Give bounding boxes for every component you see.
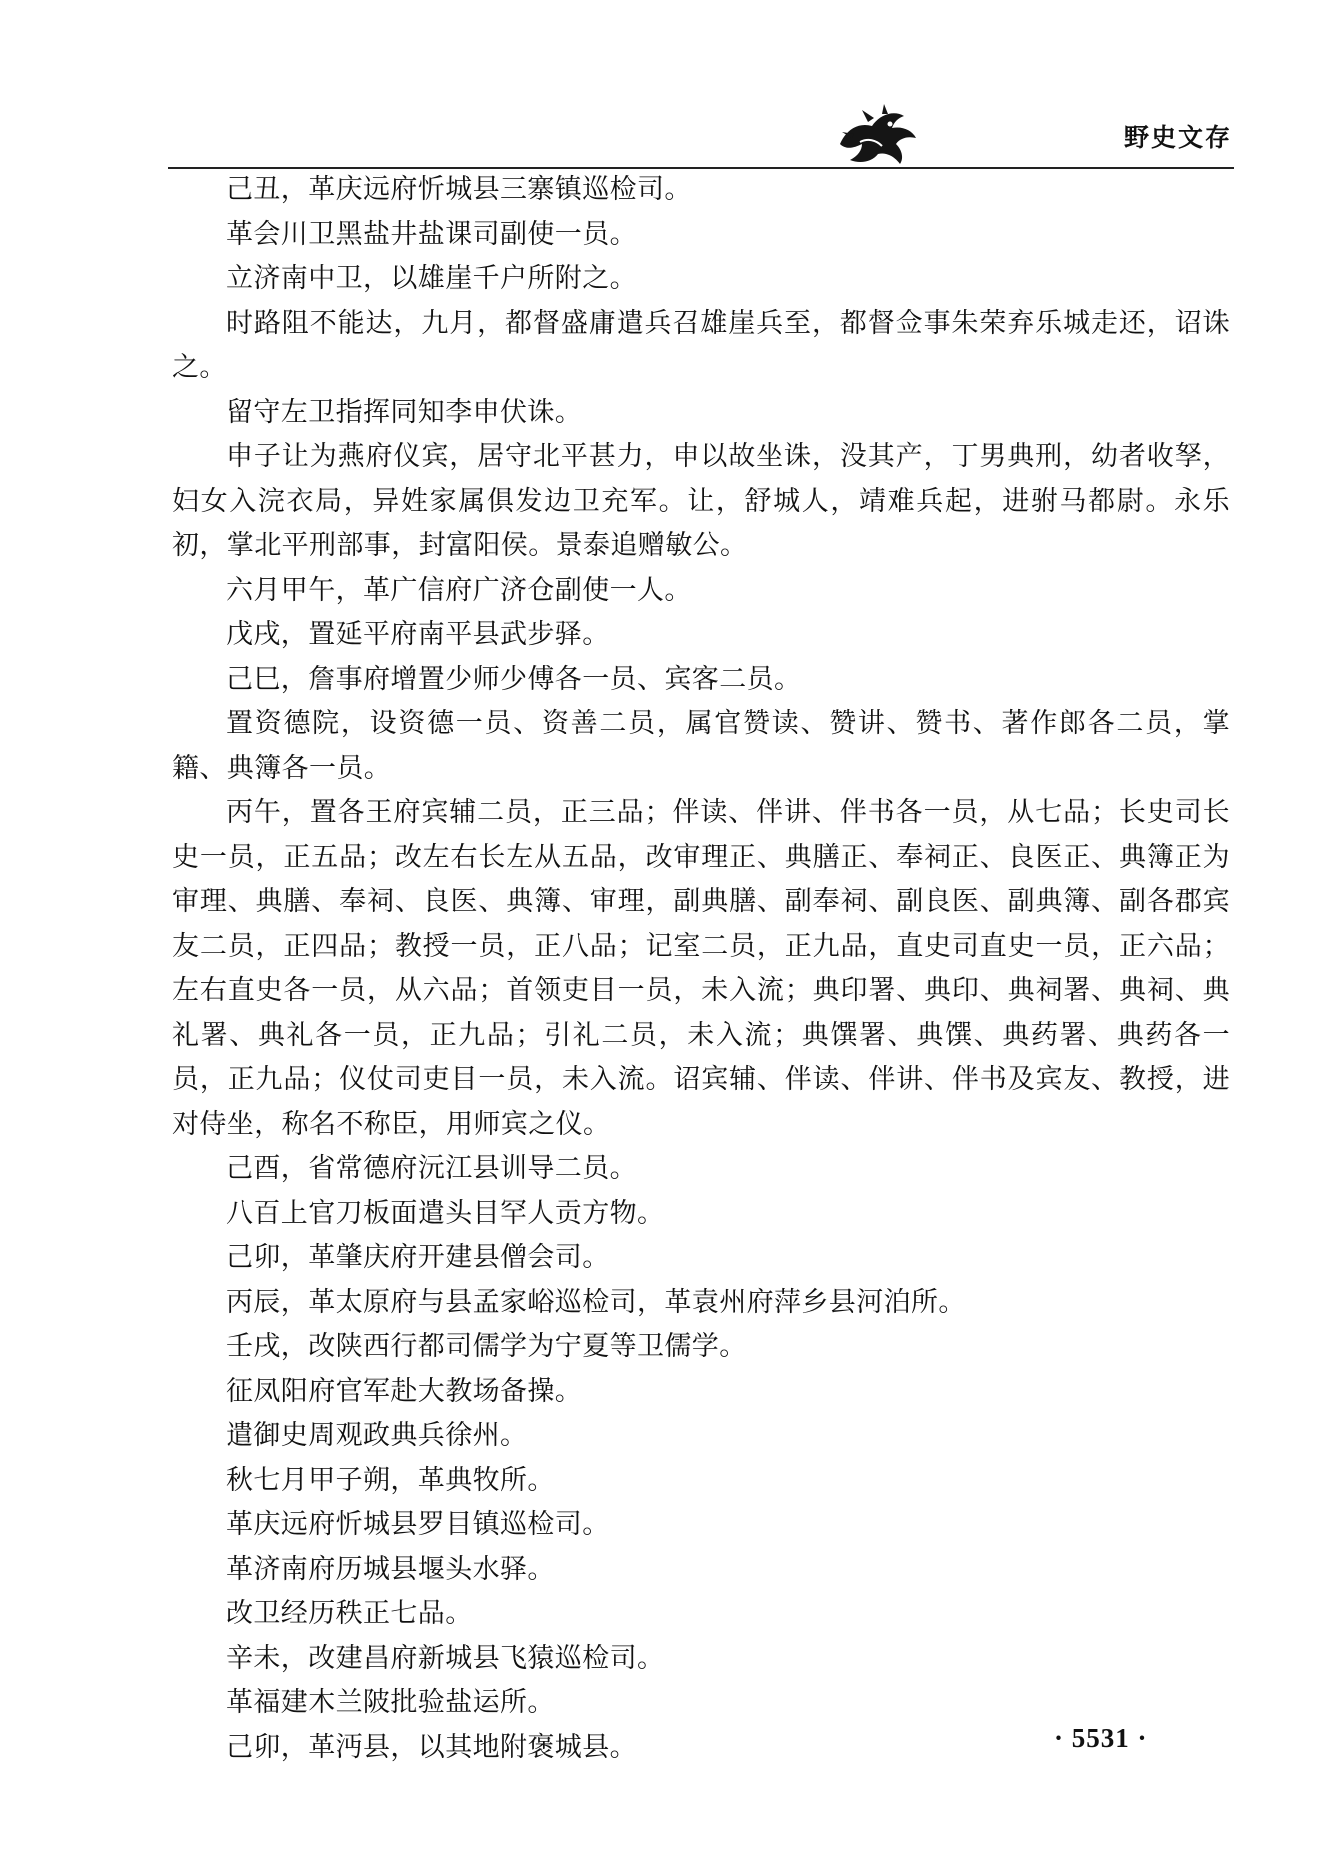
paragraph: 申子让为燕府仪宾，居守北平甚力，申以故坐诛，没其产，丁男典刑，幼者收孥，妇女入浣衣局，异姓家属俱发边卫充军。让，舒城人，靖难兵起，进驸马都尉。永乐初，掌北平刑部事，封富阳侯。景泰追赠敏公。 <box>172 441 1230 561</box>
paragraph: 秋七月甲子朔，革典牧所。 <box>226 1464 555 1496</box>
paragraph: 遣御史周观政典兵徐州。 <box>226 1420 528 1451</box>
paragraph: 壬戌，改陕西行都司儒学为宁夏等卫儒学。 <box>226 1331 747 1362</box>
paragraph: 革济南府历城县堰头水驿。 <box>226 1553 555 1585</box>
paragraph: 丙午，置各王府宾辅二员，正三品；伴读、伴讲、伴书各一员，从七品；长史司长史一员，正五品；改左右长左从五品，改审理正、典膳正、奉祠正、良医正、典簿正为审理、典膳、奉祠、良医、典簿、审理，副典膳、副奉祠、副良医、副典簿、副各郡宾友二员，正四品；教授一员，正八品；记室二员，正九品，直史司直史一员，正六品；左右直史各一员，从六品；首领吏目一员，未入流；典印署、典印、典祠署、典祠、典礼署、典礼各一员，正九品；引礼二员，未入流；典馔署、典馔、典药署、典药各一员，正九品；仪仗司吏目一员，未入流。诏宾辅、伴读、伴讲、伴书及宾友、教授，进对侍坐，称名不称臣，用师宾之仪。 <box>172 797 1230 1140</box>
paragraph: 立济南中卫，以雄崖千户所附之。 <box>226 263 637 294</box>
series-title: 野史文存 <box>1123 123 1232 152</box>
paragraph: 革庆远府忻城县罗目镇巡检司。 <box>226 1509 610 1540</box>
paragraph: 己酉，省常德府沅江县训导二员。 <box>226 1153 637 1184</box>
paragraph: 征凤阳府官军赴大教场备操。 <box>226 1375 583 1407</box>
paragraph: 己卯，革沔县，以其地附褒城县。 <box>226 1731 637 1763</box>
paragraph: 己卯，革肇庆府开建县僧会司。 <box>226 1242 610 1273</box>
paragraph: 己巳，詹事府增置少师少傅各一员、宾客二员。 <box>226 663 802 695</box>
paragraph: 革福建木兰陂批验盐运所。 <box>226 1687 555 1718</box>
paragraph: 己丑，革庆远府忻城县三寨镇巡检司。 <box>226 174 692 205</box>
page-number: · 5531 · <box>1054 1723 1148 1753</box>
paragraph: 戊戌，置延平府南平县武步驿。 <box>226 619 610 650</box>
main-text <box>172 168 1230 1770</box>
paragraph: 改卫经历秩正七品。 <box>226 1598 473 1629</box>
paragraph: 八百上官刀板面遣头目罕人贡方物。 <box>226 1197 665 1229</box>
paragraph: 革会川卫黑盐井盐课司副使一员。 <box>226 218 637 250</box>
dragon-emblem-icon <box>832 104 922 166</box>
paragraph: 丙辰，革太原府与县孟家峪巡检司，革袁州府萍乡县河泊所。 <box>226 1286 966 1318</box>
paragraph: 六月甲午，革广信府广济仓副使一人。 <box>226 574 692 606</box>
paragraph: 置资德院，设资德一员、资善二员，属官赞读、赞讲、赞书、著作郎各二员，掌籍、典簿各一员。 <box>172 708 1230 784</box>
running-header <box>832 96 1232 170</box>
paragraph: 辛未，改建昌府新城县飞猿巡检司。 <box>226 1642 665 1674</box>
paragraph: 留守左卫指挥同知李申伏诛。 <box>226 396 583 428</box>
paragraph: 时路阻不能达，九月，都督盛庸遣兵召雄崖兵至，都督佥事朱荣弃乐城走还，诏诛之。 <box>172 307 1230 383</box>
